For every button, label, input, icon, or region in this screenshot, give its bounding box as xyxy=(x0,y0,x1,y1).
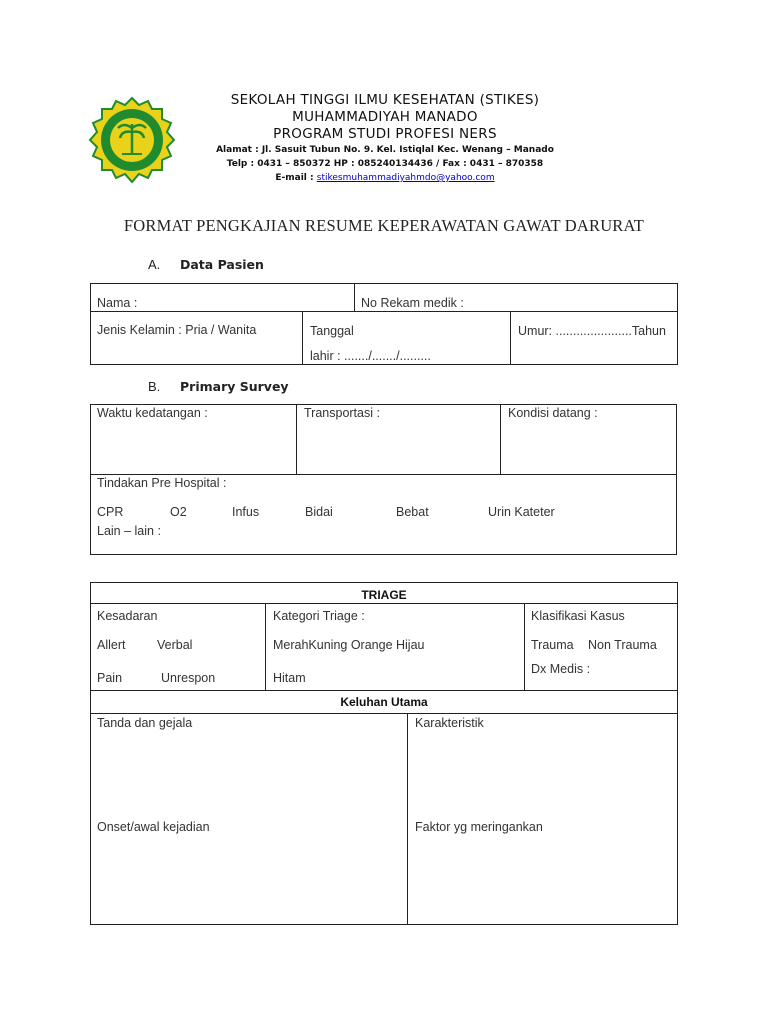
field-transportasi[interactable]: Transportasi : xyxy=(304,406,380,420)
triage-klasifikasi-kasus: Klasifikasi Kasus xyxy=(531,609,625,623)
email-link[interactable]: stikesmuhammadiyahmdo@yahoo.com xyxy=(316,173,495,183)
field-tanda-gejala[interactable]: Tanda dan gejala xyxy=(97,716,193,730)
option-unrespon[interactable]: Unrespon xyxy=(161,671,216,685)
triage-kesadaran: Kesadaran xyxy=(97,609,158,623)
section-a-title: Data Pasien xyxy=(180,257,264,272)
header-line-3: PROGRAM STUDI PROFESI NERS xyxy=(273,126,497,142)
option-pain[interactable]: Pain xyxy=(97,671,123,685)
option-trauma[interactable]: Trauma xyxy=(531,638,574,652)
triage-table xyxy=(90,582,678,925)
header-line-2: MUHAMMADIYAH MANADO xyxy=(292,109,478,125)
field-onset[interactable]: Onset/awal kejadian xyxy=(97,820,210,834)
option-o2[interactable]: O2 xyxy=(170,505,187,519)
field-waktu-kedatangan[interactable]: Waktu kedatangan : xyxy=(97,406,208,420)
section-b-heading xyxy=(148,379,289,394)
section-a-number: A. xyxy=(148,257,161,272)
header-line-1: SEKOLAH TINGGI ILMU KESEHATAN (STIKES) xyxy=(230,92,540,108)
field-tanggal: Tanggal xyxy=(310,324,354,338)
document-title: FORMAT PENGKAJIAN RESUME KEPERAWATAN GAWAT DARURAT xyxy=(123,216,645,235)
header-address: Alamat : Jl. Sasuit Tubun No. 9. Kel. Istiqlal Kec. Wenang – Manado xyxy=(216,145,554,155)
field-nama[interactable]: Nama : xyxy=(97,296,138,310)
field-tindakan-pre-hospital: Tindakan Pre Hospital : xyxy=(97,476,227,490)
header-phone: Telp : 0431 – 850372 HP : 085240134436 / Fax : 0431 – 870358 xyxy=(226,159,544,169)
option-non-trauma[interactable]: Non Trauma xyxy=(588,638,657,652)
triage-kategori: Kategori Triage : xyxy=(273,609,365,623)
section-b-number: B. xyxy=(148,379,161,394)
option-urin-kateter[interactable]: Urin Kateter xyxy=(488,505,555,519)
triage-header: TRIAGE xyxy=(361,588,407,602)
field-dx-medis[interactable]: Dx Medis : xyxy=(531,662,591,676)
field-tanggal-lahir[interactable]: lahir : ......./......./......... xyxy=(310,349,431,363)
field-umur[interactable]: Umur: ......................Tahun xyxy=(518,324,666,338)
section-a-heading xyxy=(148,257,264,272)
header-email-line xyxy=(180,173,590,183)
field-jenis-kelamin[interactable]: Jenis Kelamin : Pria / Wanita xyxy=(97,323,257,337)
section-b-title: Primary Survey xyxy=(180,379,289,394)
field-kondisi-datang[interactable]: Kondisi datang : xyxy=(508,406,598,420)
option-cpr[interactable]: CPR xyxy=(97,505,124,519)
option-bidai[interactable]: Bidai xyxy=(305,505,333,519)
institution-logo xyxy=(86,96,178,186)
option-bebat[interactable]: Bebat xyxy=(396,505,429,519)
option-triage-colors[interactable]: MerahKuning Orange Hijau xyxy=(273,638,425,652)
field-faktor-meringankan[interactable]: Faktor yg meringankan xyxy=(415,820,543,834)
option-infus[interactable]: Infus xyxy=(232,505,260,519)
email-label: E-mail : xyxy=(275,173,314,183)
keluhan-utama-header: Keluhan Utama xyxy=(340,695,428,709)
option-verbal[interactable]: Verbal xyxy=(157,638,193,652)
field-no-rekam-medik[interactable]: No Rekam medik : xyxy=(361,296,464,310)
option-hitam[interactable]: Hitam xyxy=(273,671,306,685)
option-allert[interactable]: Allert xyxy=(97,638,126,652)
field-karakteristik[interactable]: Karakteristik xyxy=(415,716,484,730)
field-lain-lain[interactable]: Lain – lain : xyxy=(97,524,161,538)
